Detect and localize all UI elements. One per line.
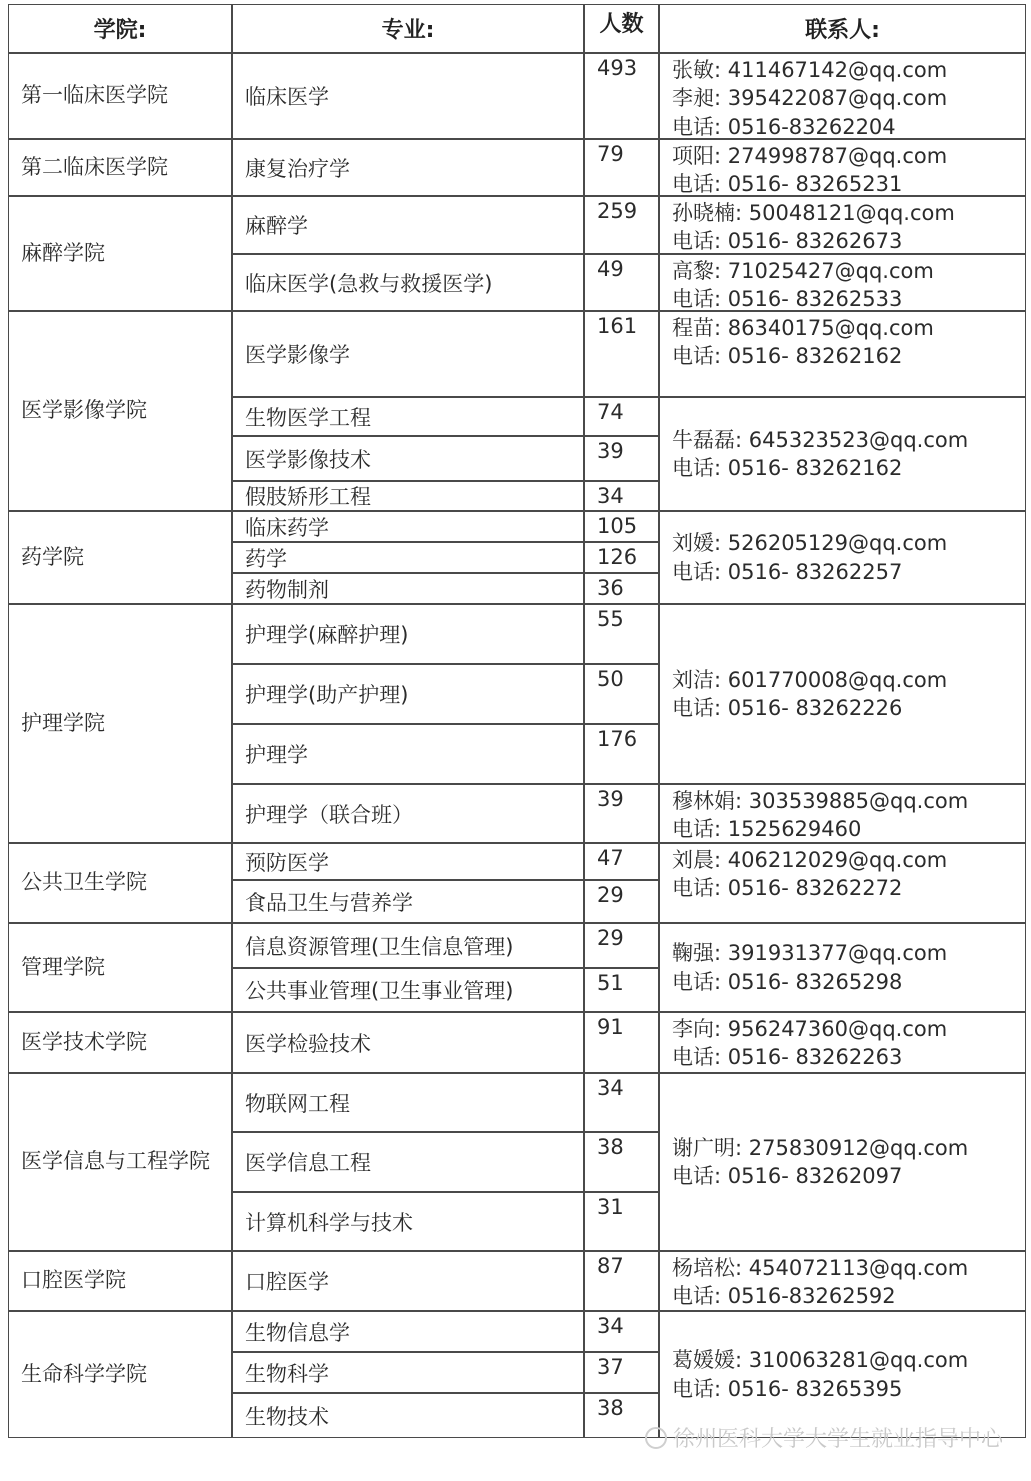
count-cell: 34	[584, 481, 659, 511]
college-cell	[8, 139, 232, 196]
count-cell: 38	[584, 1132, 659, 1192]
count-cell: 31	[584, 1192, 659, 1251]
college-name: 药学院	[21, 544, 84, 569]
major-cell: 医学影像学	[232, 311, 584, 397]
major-cell: 物联网工程	[232, 1073, 584, 1132]
contact-phone: 电话: 0516-83262204	[672, 114, 896, 139]
count-cell: 493	[584, 53, 659, 139]
contact-cell	[659, 923, 1026, 1012]
count-cell: 34	[584, 1311, 659, 1352]
count-cell: 29	[584, 880, 659, 923]
contact-cell	[659, 397, 1026, 511]
major-cell: 护理学(助产护理)	[232, 664, 584, 724]
contact-email: 杨培松: 454072113@qq.com	[672, 1256, 969, 1280]
contact-phone: 电话: 0516-83262592	[672, 1284, 896, 1309]
major-cell: 口腔医学	[232, 1251, 584, 1311]
contact-phone: 电话: 0516- 83262226	[672, 696, 903, 720]
contact-cell	[659, 254, 1026, 311]
count-cell: 79	[584, 139, 659, 196]
college-cell	[8, 511, 232, 604]
major-cell: 麻醉学	[232, 196, 584, 254]
major-cell: 生物科学	[232, 1352, 584, 1393]
college-name: 医学影像学院	[21, 398, 147, 423]
contact-cell	[659, 843, 1026, 923]
contact-email: 刘洁: 601770008@qq.com	[672, 667, 948, 692]
major-cell: 预防医学	[232, 843, 584, 880]
major-cell: 医学影像技术	[232, 436, 584, 481]
college-name: 第二临床医学院	[21, 154, 168, 179]
count-cell: 36	[584, 573, 659, 604]
college-name: 医学信息与工程学院	[21, 1149, 210, 1174]
major-cell: 康复治疗学	[232, 139, 584, 196]
count-cell: 34	[584, 1073, 659, 1132]
count-cell: 55	[584, 604, 659, 664]
count-cell: 47	[584, 843, 659, 880]
count-cell: 37	[584, 1352, 659, 1393]
contact-phone: 电话: 0516- 83262162	[672, 456, 903, 480]
major-cell: 药学	[232, 542, 584, 573]
college-cell	[8, 1012, 232, 1073]
college-name: 麻醉学院	[21, 240, 105, 265]
college-cell	[8, 843, 232, 923]
major-cell: 生物医学工程	[232, 397, 584, 436]
college-name: 公共卫生学院	[21, 870, 147, 895]
college-cell	[8, 311, 232, 511]
count-cell: 50	[584, 664, 659, 724]
college-name: 口腔医学院	[21, 1268, 126, 1293]
contact-phone: 电话: 0516- 83262257	[672, 559, 903, 584]
contact-email: 鞠强: 391931377@qq.com	[672, 941, 948, 966]
count-cell: 87	[584, 1251, 659, 1311]
major-cell: 计算机科学与技术	[232, 1192, 584, 1251]
college-cell	[8, 1251, 232, 1311]
college-cell	[8, 604, 232, 843]
contact-email: 李向: 956247360@qq.com	[672, 1017, 948, 1041]
major-cell: 假肢矫形工程	[232, 481, 584, 511]
contact-email: 李昶: 395422087@qq.com	[672, 86, 948, 111]
contact-cell	[659, 53, 1026, 139]
major-cell: 医学检验技术	[232, 1012, 584, 1073]
count-cell: 29	[584, 923, 659, 968]
count-cell: 51	[584, 968, 659, 1012]
major-cell: 信息资源管理(卫生信息管理)	[232, 923, 584, 968]
wechat-icon	[645, 1427, 667, 1449]
major-cell: 公共事业管理(卫生事业管理)	[232, 968, 584, 1012]
header-major: 专业:	[232, 4, 584, 53]
contact-email: 高黎: 71025427@qq.com	[672, 259, 934, 283]
contact-phone: 电话: 0516- 83262272	[672, 876, 903, 901]
count-cell: 74	[584, 397, 659, 436]
contact-phone: 电话: 1525629460	[672, 817, 862, 842]
header-contact: 联系人:	[659, 4, 1026, 53]
contact-email: 刘晨: 406212029@qq.com	[672, 848, 948, 872]
contact-email: 张敏: 411467142@qq.com	[672, 58, 948, 82]
contact-email: 谢广明: 275830912@qq.com	[672, 1135, 969, 1160]
major-cell: 食品卫生与营养学	[232, 880, 584, 923]
count-cell: 259	[584, 196, 659, 254]
college-name: 护理学院	[21, 710, 105, 735]
wechat-watermark	[645, 1422, 1003, 1453]
contact-email: 刘媛: 526205129@qq.com	[672, 531, 948, 556]
major-cell: 临床药学	[232, 511, 584, 542]
contact-cell	[659, 311, 1026, 397]
watermark-text: 徐州医科大学大学生就业指导中心	[672, 1427, 1003, 1452]
contact-phone: 电话: 0516- 83262162	[672, 344, 903, 369]
major-cell: 生物信息学	[232, 1311, 584, 1352]
major-cell: 生物技术	[232, 1393, 584, 1438]
count-cell: 161	[584, 311, 659, 397]
major-cell: 临床医学	[232, 53, 584, 139]
college-name: 管理学院	[21, 954, 105, 979]
college-name: 第一临床医学院	[21, 83, 168, 108]
contact-email: 穆林娟: 303539885@qq.com	[672, 789, 969, 813]
contact-cell	[659, 139, 1026, 196]
contact-email: 项阳: 274998787@qq.com	[672, 144, 948, 168]
contact-phone: 电话: 0516- 83265395	[672, 1376, 903, 1401]
contact-cell	[659, 511, 1026, 604]
contact-email: 葛媛媛: 310063281@qq.com	[672, 1348, 969, 1373]
header-college: 学院:	[8, 4, 232, 53]
header-count: 人数	[584, 4, 659, 53]
contact-phone: 电话: 0516- 83265298	[672, 969, 903, 994]
major-cell: 药物制剂	[232, 573, 584, 604]
contact-cell	[659, 1012, 1026, 1073]
count-cell: 176	[584, 724, 659, 784]
contact-cell	[659, 604, 1026, 784]
college-cell	[8, 923, 232, 1012]
contact-phone: 电话: 0516- 83262097	[672, 1164, 903, 1188]
count-cell: 39	[584, 784, 659, 843]
contact-phone: 电话: 0516- 83265231	[672, 172, 903, 197]
contact-phone: 电话: 0516- 83262533	[672, 287, 903, 312]
count-cell: 126	[584, 542, 659, 573]
count-cell: 49	[584, 254, 659, 311]
major-cell: 护理学（联合班）	[232, 784, 584, 843]
contact-email: 牛磊磊: 645323523@qq.com	[672, 427, 969, 452]
contact-cell	[659, 1073, 1026, 1251]
contact-cell	[659, 196, 1026, 254]
contact-cell	[659, 1311, 1026, 1438]
contact-email: 程苗: 86340175@qq.com	[672, 316, 934, 340]
contact-cell	[659, 784, 1026, 843]
contact-cell	[659, 1251, 1026, 1311]
major-cell: 护理学(麻醉护理)	[232, 604, 584, 664]
contact-phone: 电话: 0516- 83262263	[672, 1045, 903, 1070]
major-cell: 临床医学(急救与救援医学)	[232, 254, 584, 311]
college-cell	[8, 1073, 232, 1251]
major-cell: 护理学	[232, 724, 584, 784]
college-name: 医学技术学院	[21, 1029, 147, 1054]
employment-contact-table	[8, 4, 1026, 1438]
major-cell: 医学信息工程	[232, 1132, 584, 1192]
count-cell: 105	[584, 511, 659, 542]
count-cell: 39	[584, 436, 659, 481]
college-cell	[8, 53, 232, 139]
college-cell	[8, 1311, 232, 1438]
college-cell	[8, 196, 232, 311]
count-cell: 38	[584, 1393, 659, 1438]
contact-phone: 电话: 0516- 83262673	[672, 229, 903, 254]
count-cell: 91	[584, 1012, 659, 1073]
contact-email: 孙晓楠: 50048121@qq.com	[672, 201, 955, 225]
college-name: 生命科学学院	[21, 1361, 147, 1386]
